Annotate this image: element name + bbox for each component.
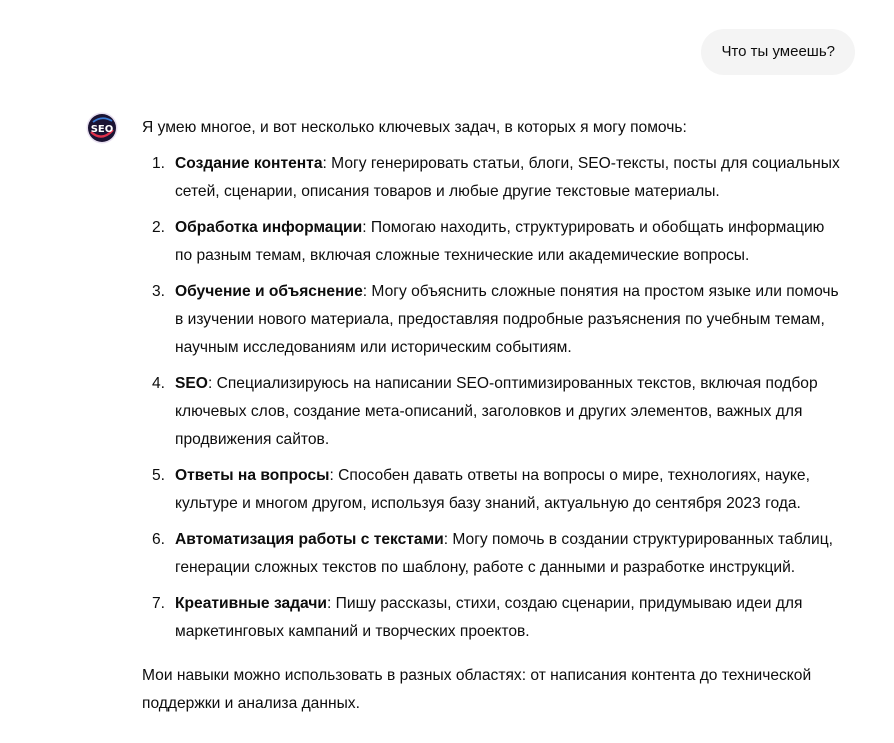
list-item: 5. Ответы на вопросы: Способен давать ответы на вопросы о мире, технологиях, науке, культуре и многом другом, используя базу знаний, актуальную до сентября 2023 года. [152,467,810,512]
item-text: : Могу помочь в создании структурированных таблиц, генерации сложных текстов по шаблону, работе с данными и разработке инструкций. [175,531,833,576]
item-title: Обработка информации [175,219,363,236]
list-item: 3. Обучение и объяснение: Могу объяснить сложные понятия на простом языке или помочь в изучении нового материала, предоставляя подробные разъяснения по учебным темам, научным исследованиям или историческим событиям. [152,283,839,356]
seo-logo-icon [86,112,118,144]
list-item: 1. Создание контента: Могу генерировать статьи, блоги, SEO-тексты, посты для социальных сетей, сценарии, описания товаров и любые другие текстовые материалы. [152,155,840,200]
user-message-bubble: Что ты умеешь? [701,29,855,75]
item-title: Автоматизация работы с текстами [175,531,444,548]
item-text: : Пишу рассказы, стихи, создаю сценарии, придумываю идеи для маркетинговых кампаний и творческих проектов. [175,595,803,640]
item-title: Создание контента [175,155,323,172]
assistant-avatar [86,112,118,144]
capabilities-list [142,150,842,646]
item-text: : Могу объяснить сложные понятия на простом языке или помочь в изучении нового материала, предоставляя подробные разъяснения по учебным темам, научным исследованиям или историческим событиям. [175,283,839,356]
svg-text:SEO: SEO [90,124,114,135]
list-item: 7. Креативные задачи: Пишу рассказы, стихи, создаю сценарии, придумываю идеи для маркетинговых кампаний и творческих проектов. [152,595,803,640]
item-text: : Специализируюсь на написании SEO-оптимизированных текстов, включая подбор ключевых слов, создание мета-описаний, заголовков и других элементов, важных для продвижения сайтов. [175,375,818,448]
item-title: SEO [175,375,208,392]
item-text: : Способен давать ответы на вопросы о мире, технологиях, науке, культуре и многом другом, используя базу знаний, актуальную до сентября 2023 года. [175,467,810,512]
item-title: Ответы на вопросы [175,467,330,484]
assistant-intro: Я умею многое, и вот несколько ключевых задач, в которых я могу помочь: [142,119,687,136]
list-item: 2. Обработка информации: Помогаю находить, структурировать и обобщать информацию по разным темам, включая сложные технические или академические вопросы. [152,219,825,264]
assistant-outro: Мои навыки можно использовать в разных областях: от написания контента до технической поддержки и анализа данных. [142,667,812,712]
assistant-message [142,114,842,718]
item-title: Креативные задачи [175,595,327,612]
item-text: : Помогаю находить, структурировать и обобщать информацию по разным темам, включая сложные технические или академические вопросы. [175,219,825,264]
list-item: 6. Автоматизация работы с текстами: Могу помочь в создании структурированных таблиц, генерации сложных текстов по шаблону, работе с данными и разработке инструкций. [152,531,833,576]
item-text: : Могу генерировать статьи, блоги, SEO-тексты, посты для социальных сетей, сценарии, описания товаров и любые другие текстовые материалы. [175,155,840,200]
item-title: Обучение и объяснение [175,283,363,300]
list-item: 4. SEO: Специализируюсь на написании SEO-оптимизированных текстов, включая подбор ключевых слов, создание мета-описаний, заголовков и других элементов, важных для продвижения сайтов. [152,375,818,448]
